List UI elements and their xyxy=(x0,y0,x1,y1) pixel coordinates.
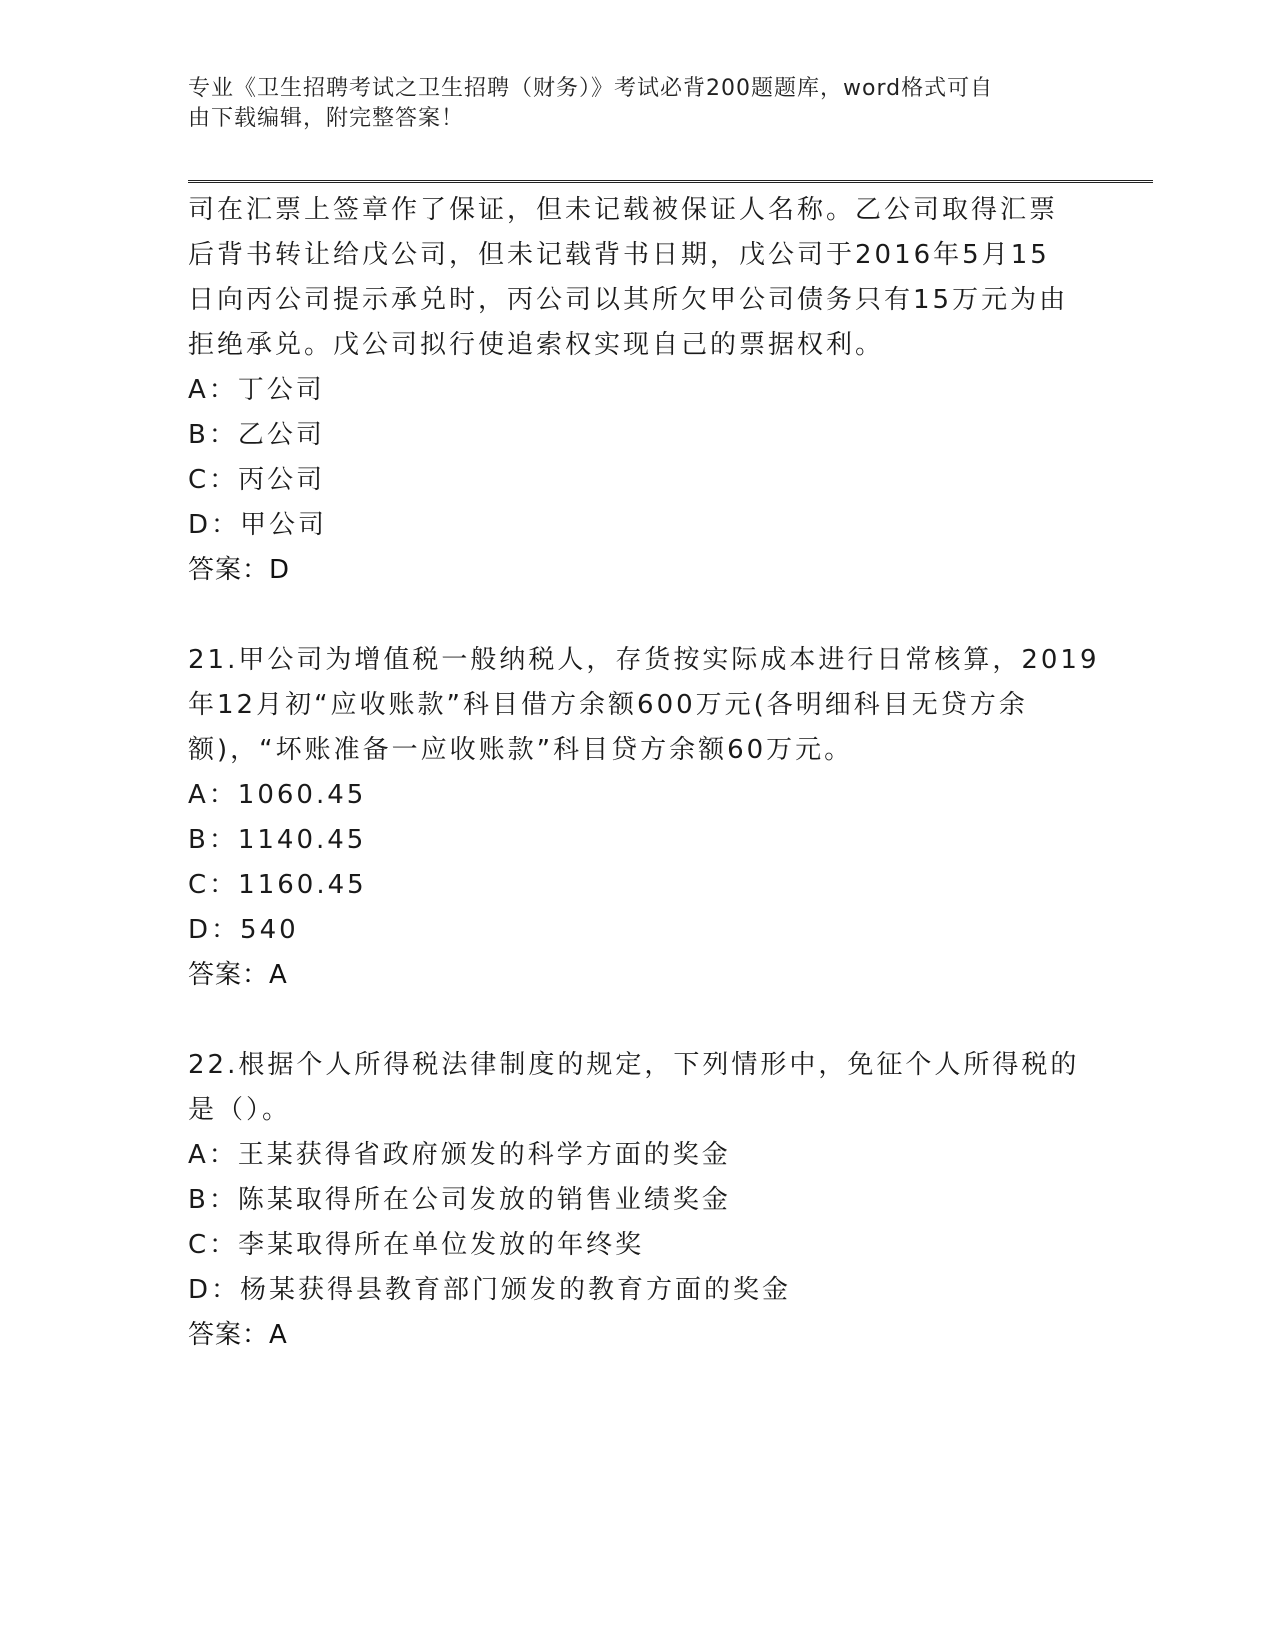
answer-line: 答案：A xyxy=(188,1320,288,1350)
header-divider xyxy=(188,180,1153,183)
option-c: C：丙公司 xyxy=(188,465,326,495)
question-text-line: 日向丙公司提示承兑时，丙公司以其所欠甲公司债务只有15万元为由 xyxy=(188,285,1069,315)
option-d: D：540 xyxy=(188,915,299,945)
answer-line: 答案：A xyxy=(188,960,288,990)
question-text-line: 21.甲公司为增值税一般纳税人，存货按实际成本进行日常核算，2019 xyxy=(188,645,1100,675)
question-text-line: 拒绝承兑。戊公司拟行使追索权实现自己的票据权利。 xyxy=(188,330,885,360)
option-b: B：1140.45 xyxy=(188,825,367,855)
header-line-2: 由下载编辑，附完整答案！ xyxy=(188,106,465,131)
document-header xyxy=(188,74,1068,134)
option-d: D：杨某获得县教育部门颁发的教育方面的奖金 xyxy=(188,1275,792,1305)
question-text-line: 是（）。 xyxy=(188,1095,292,1125)
question-20-continued xyxy=(188,188,1088,593)
question-text-line: 司在汇票上签章作了保证，但未记载被保证人名称。乙公司取得汇票 xyxy=(188,195,1059,225)
question-text-line: 额)，“坏账准备一应收账款”科目贷方余额60万元。 xyxy=(188,735,854,765)
option-b: B：乙公司 xyxy=(188,420,325,450)
option-a: A：王某获得省政府颁发的科学方面的奖金 xyxy=(188,1140,731,1170)
option-a: A：1060.45 xyxy=(188,780,367,810)
answer-line: 答案：D xyxy=(188,555,291,585)
question-21 xyxy=(188,638,1100,998)
question-22 xyxy=(188,1043,1088,1358)
option-b: B：陈某取得所在公司发放的销售业绩奖金 xyxy=(188,1185,731,1215)
question-spacer xyxy=(188,998,1088,1043)
header-line-1: 专业《卫生招聘考试之卫生招聘（财务）》考试必背200题题库，word格式可自 xyxy=(188,76,994,101)
option-a: A：丁公司 xyxy=(188,375,325,405)
option-d: D：甲公司 xyxy=(188,510,328,540)
question-text-line: 后背书转让给戊公司，但未记载背书日期，戊公司于2016年5月15 xyxy=(188,240,1050,270)
question-spacer xyxy=(188,593,1088,638)
question-text-line: 22.根据个人所得税法律制度的规定，下列情形中，免征个人所得税的 xyxy=(188,1050,1080,1080)
option-c: C：1160.45 xyxy=(188,870,367,900)
question-content xyxy=(188,188,1100,1358)
option-c: C：李某取得所在单位发放的年终奖 xyxy=(188,1230,645,1260)
question-text-line: 年12月初“应收账款”科目借方余额600万元(各明细科目无贷方余 xyxy=(188,690,1028,720)
